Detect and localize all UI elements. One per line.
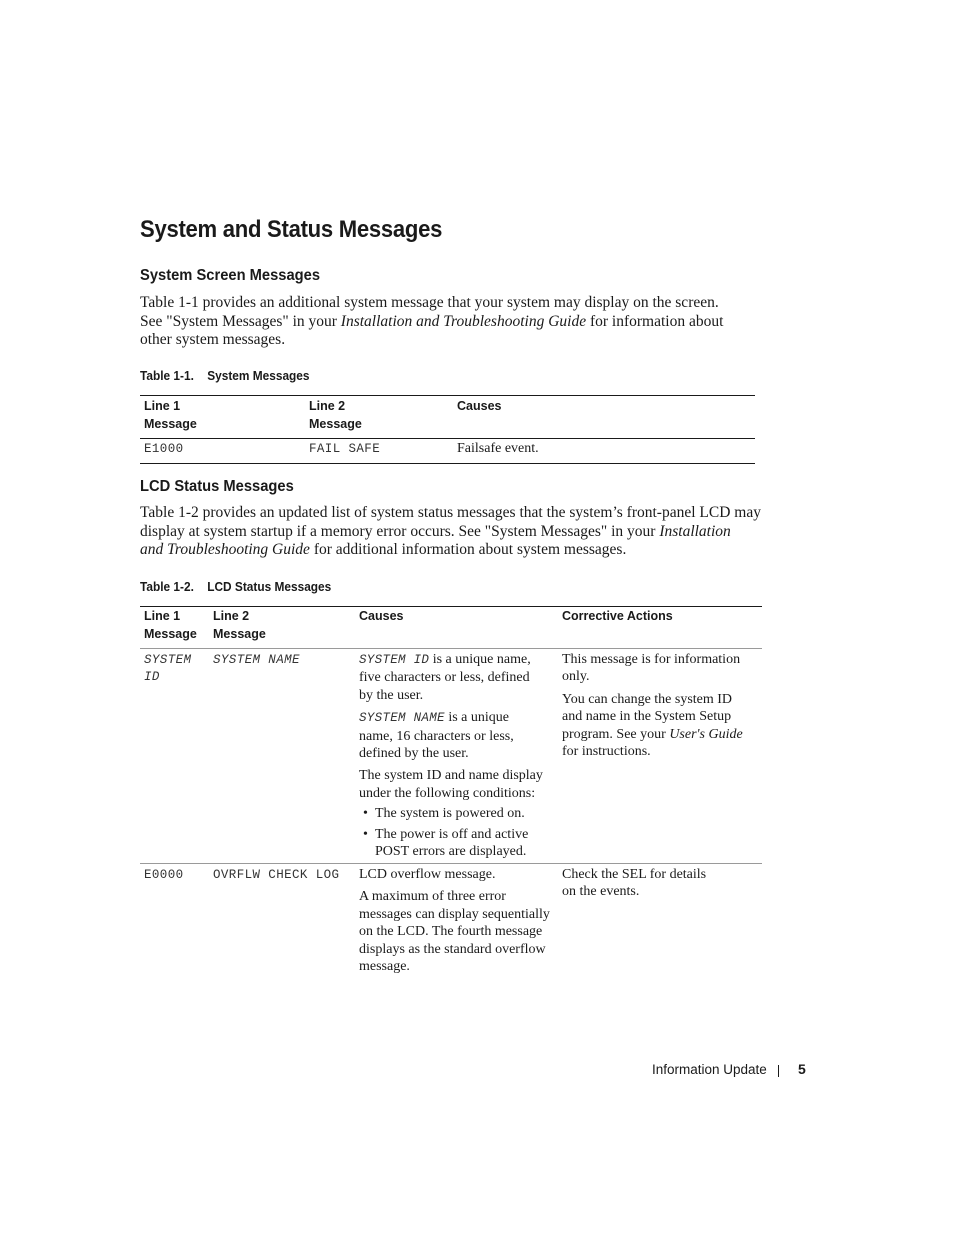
- table-cell-line2: FAIL SAFE: [309, 442, 381, 456]
- table-cell-causes: [359, 866, 559, 975]
- guide-title: Installation: [659, 522, 731, 540]
- cell-line: under the following conditions:: [359, 785, 536, 801]
- table-cell-causes: [359, 651, 559, 860]
- cell-line: You can change the system ID: [562, 691, 733, 707]
- table-cell-corrective-actions: [562, 651, 760, 760]
- cell-text: SYSTEM: [144, 653, 192, 667]
- row-divider: [140, 863, 762, 864]
- cell-line: LCD overflow message.: [359, 867, 496, 882]
- table-cell-corrective-actions: [562, 866, 760, 901]
- caption-number: Table 1-2.: [140, 580, 194, 594]
- text-run: See "System Messages" in your: [140, 312, 341, 330]
- code-text: SYSTEM NAME: [359, 711, 445, 726]
- cell-line: This message is for information: [562, 652, 741, 667]
- paragraph-line: [140, 313, 723, 332]
- cell-text: ID: [144, 670, 160, 685]
- text-run: is a unique: [444, 710, 509, 726]
- cell-line: for instructions.: [562, 744, 651, 760]
- column-header-corrective-actions: Corrective Actions: [562, 609, 673, 623]
- paragraph-line: Table 1-1 provides an additional system message that your system may display on the screen.: [140, 294, 719, 311]
- paragraph-line: Table 1-2 provides an updated list of system status messages that the system’s front-panel LCD may: [140, 504, 761, 521]
- column-header-line2: [309, 398, 362, 433]
- table-cell-line2: SYSTEM NAME: [213, 653, 300, 667]
- cell-line: [562, 726, 760, 743]
- table-cell-cause: Failsafe event.: [457, 441, 539, 456]
- text-run: display at system startup if a memory error occurs. See "System Messages" in your: [140, 522, 660, 540]
- bullet-item-continuation: POST errors are displayed.: [375, 844, 527, 860]
- bullet-item: • The power is off and active: [359, 826, 559, 843]
- column-header-line2: [213, 608, 266, 643]
- header-text: Message: [213, 626, 266, 641]
- cell-line: and name in the System Setup: [562, 709, 732, 725]
- table-cell-line2: OVRFLW CHECK LOG: [213, 868, 340, 882]
- table-cell-line1: [144, 652, 191, 687]
- paragraph-line: [140, 541, 761, 560]
- cell-line: A maximum of three error: [359, 889, 506, 905]
- page-number: 5: [798, 1061, 806, 1077]
- footer-separator: [778, 1065, 779, 1077]
- cell-line: [359, 651, 559, 669]
- table-bottom-rule: [140, 463, 755, 464]
- header-text: Line 2: [213, 609, 250, 623]
- guide-title: User's Guide: [669, 726, 743, 742]
- column-header-causes: Causes: [359, 609, 404, 623]
- table-cell-line1: E0000: [144, 868, 184, 882]
- guide-title: Installation and Troubleshooting Guide: [340, 312, 587, 330]
- cell-line: on the events.: [562, 884, 640, 900]
- column-header-line1: [144, 398, 197, 433]
- cell-line: on the LCD. The fourth message: [359, 924, 543, 940]
- cell-line: messages can display sequentially: [359, 906, 550, 922]
- caption-title: System Messages: [207, 369, 310, 383]
- header-text: Message: [144, 416, 197, 431]
- section2-paragraph: [140, 504, 761, 560]
- header-text: Line 2: [309, 399, 346, 413]
- caption-title: LCD Status Messages: [207, 580, 332, 594]
- cell-line: only.: [562, 669, 590, 685]
- cell-line: name, 16 characters or less,: [359, 728, 514, 744]
- cell-line: Check the SEL for details: [562, 867, 707, 882]
- cell-line: [359, 709, 559, 727]
- section1-paragraph: [140, 294, 723, 350]
- text-run: for information about: [586, 312, 724, 330]
- cell-line: The system ID and name display: [359, 768, 543, 784]
- section-title-lcd-status-messages: LCD Status Messages: [140, 478, 294, 495]
- text-run: program. See your: [562, 726, 670, 742]
- footer-label: Information Update: [652, 1062, 767, 1077]
- cell-line: by the user.: [359, 687, 424, 703]
- table-top-rule: [140, 395, 755, 396]
- header-text: Line 1: [144, 609, 181, 623]
- paragraph-line: other system messages.: [140, 331, 286, 349]
- cell-line: defined by the user.: [359, 746, 469, 762]
- header-rule: [140, 648, 762, 649]
- text-run: is a unique name,: [429, 652, 531, 667]
- column-header-line1: [144, 608, 197, 643]
- header-rule: [140, 438, 755, 439]
- caption-number: Table 1-1.: [140, 369, 194, 383]
- header-text: Message: [309, 416, 362, 431]
- code-text: SYSTEM ID: [359, 653, 430, 667]
- guide-title: and Troubleshooting Guide: [140, 541, 310, 559]
- bullet-item: • The system is powered on.: [359, 805, 559, 822]
- table-cell-line1: E1000: [144, 442, 184, 456]
- cell-line: displays as the standard overflow: [359, 941, 546, 957]
- table-top-rule: [140, 606, 762, 607]
- table-caption-1: [140, 369, 310, 383]
- cell-line: message.: [359, 959, 410, 975]
- section-title-system-screen-messages: System Screen Messages: [140, 267, 321, 284]
- table-caption-2: [140, 580, 331, 594]
- text-run: for additional information about system messages.: [309, 541, 627, 559]
- paragraph-line: [140, 523, 761, 542]
- page-title: System and Status Messages: [140, 216, 443, 243]
- cell-line: five characters or less, defined: [359, 670, 530, 686]
- column-header-causes: Causes: [457, 399, 502, 413]
- header-text: Line 1: [144, 399, 181, 413]
- header-text: Message: [144, 626, 197, 641]
